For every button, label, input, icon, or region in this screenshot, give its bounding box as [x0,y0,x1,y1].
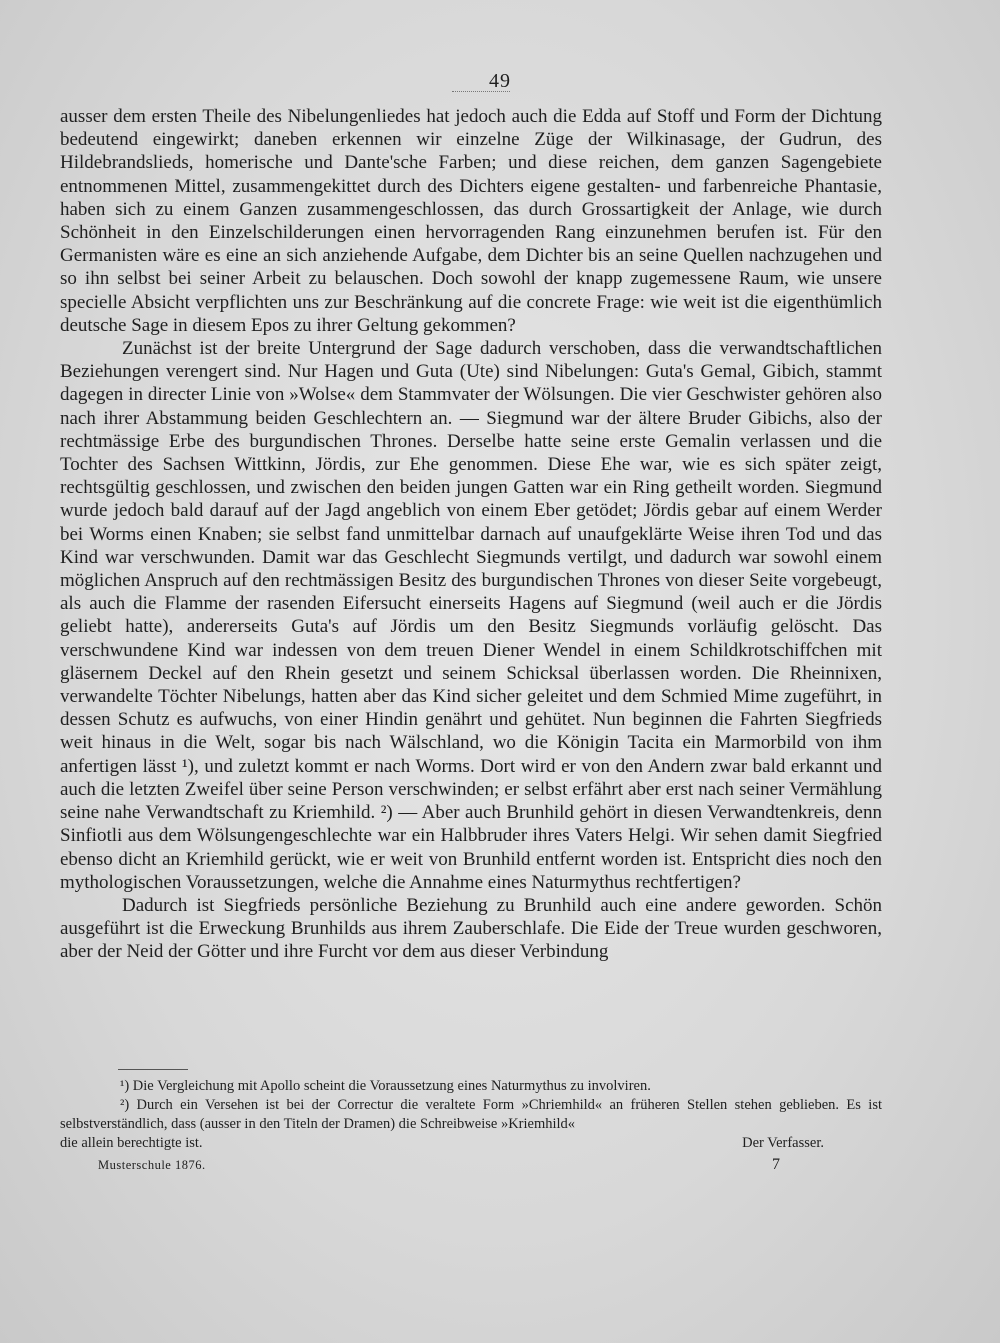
signature-mark: 7 [772,1156,780,1173]
author-signature: Der Verfasser. [742,1135,824,1151]
footnote-2-end [60,1134,882,1153]
paragraph-2: Zunächst ist der breite Untergrund der Sage dadurch verschoben, dass die verwandtschaftlichen Beziehungen verengert sind. Nur Hagen und Guta (Ute) sind Nibelungen: Guta's Gemal, Gibich, stammt dagegen in directer Linie von »Wolse« dem Stammvater der Wölsungen. Die vier Geschwister gehören also nach ihrer Abstammung beiden Geschlechtern an. — Siegmund war der ältere Bruder Gibichs, also der rechtmässige Erbe des burgundischen Thrones. Derselbe hatte seine erste Gemalin verlassen und die Tochter des Sachsen Wittkinn, Jördis, zur Ehe genommen. Diese Ehe war, wie es sich später zeigt, rechtsgültig geschlossen, und zwischen den beiden jungen Gatten war ein Ring getheilt worden. Siegmund wurde jedoch bald darauf auf der Jagd angeblich von einem Eber getödet; Jördis gebar auf einem Werder bei Worms einen Knaben; sie selbst fand unmittelbar darnach auf unaufgeklärte Weise ihren Tod und das Kind war verschwunden. Damit war das Geschlecht Siegmunds vertilgt, und dadurch war sowohl einem möglichen Anspruch auf den rechtmässigen Besitz des burgundischen Thrones von dieser Seite vorgebeugt, als auch die Flamme der rasenden Eifersucht einerseits Hagens auf Siegmund (weil auch er die Jördis geliebt hatte), andererseits Guta's auf Jördis um den Besitz Siegmunds vorläufig gelöscht. Das verschwundene Kind war indessen von dem treuen Diener Wendel in einem Schildkrotschiffchen mit gläsernem Deckel auf den Rhein gesetzt und seinem Schicksal überlassen worden. Die Rheinnixen, verwandelte Töchter Nibelungs, hatten aber das Kind sicher geleitet und dem Schmied Mime zugeführt, in dessen Schutz es aufwuchs, von einer Hindin genährt und gehütet. Nun beginnen die Fahrten Siegfrieds weit hinaus in die Welt, sogar bis nach Wälschland, wo die Königin Tacita ein Marmorbild von ihm anfertigen lässt ¹), und zuletzt kommt er nach Worms. Dort wird er von den Andern zwar bald erkannt und auch die letzten Zweifel über seine Person verschwinden; er selbst erfährt aber erst nach seiner Vermählung seine nahe Verwandtschaft zu Kriemhild. ²) — Aber auch Brunhild gehört in diesen Verwandtenkreis, denn Sinfiotli aus dem Wölsungengeschlechte war ein Halbbruder ihres Vaters Helgi. Wir sehen damit Siegfried ebenso dicht an Kriemhild gerückt, wie er weit von Brunhild entfernt worden ist. Entspricht dies noch den mythologischen Voraussetzungen, welche die Annahme eines Naturmythus rechtfertigen? [60,338,882,893]
footnote-1: ¹) Die Vergleichung mit Apollo scheint die Voraussetzung eines Naturmythus zu involviren. [120,1078,651,1094]
printer-imprint: Musterschule 1876. [98,1158,206,1172]
footnote-2-last-line: die allein berechtigte ist. [60,1135,203,1151]
paragraph-1: ausser dem ersten Theile des Nibelungenliedes hat jedoch auch die Edda auf Stoff und Form der Dichtung bedeutend eingewirkt; daneben erkennen wir einzelne Züge der Wilkinasage, der Gudrun, des Hildebrandslieds, homerische und Dante'sche Farben; und diese reichen, dem ganzen Sagengebiete entnommenen Mittel, zusammengekittet durch des Dichters eigene gestalten- und farbenreiche Phantasie, haben sich zu einem Ganzen zusammengeschlossen, das durch Grossartigkeit der Anlage, wie durch Schönheit in den Einzelschilderungen einen hervorragenden Rang einzunehmen berufen ist. Für den Germanisten wäre es eine an sich anziehende Aufgabe, dem Dichter bis an seine Quellen nachzugehen und so ihn selbst bei seiner Arbeit zu belauschen. Doch sowohl der knapp zugemessene Raum, wie unsere specielle Absicht verpflichten uns zur Beschränkung auf die concrete Frage: wie weit ist die eigenthümlich deutsche Sage in diesem Epos zu ihrer Geltung gekommen? [60,106,882,336]
footnotes [60,1077,882,1153]
footnote-2: ²) Durch ein Versehen ist bei der Correctur die veraltete Form »Chriemhild« an früheren Stellen stehen geblieben. Es ist selbstverständlich, dass (ausser in den Titeln der Dramen) die Schreibweise »Kriemhild« [60,1097,882,1132]
footnote-rule [118,1069,188,1070]
paragraph-3: Dadurch ist Siegfrieds persönliche Beziehung zu Brunhild auch eine andere geworden. Schön ausgeführt ist die Erweckung Brunhilds aus ihrem Zauberschlafe. Die Eide der Treue wurden geschworen, aber der Neid der Götter und ihre Furcht vor dem aus dieser Verbindung [60,894,882,963]
page-number-rule [452,91,510,92]
body-text [60,105,882,964]
page-number: 49 [489,70,511,92]
